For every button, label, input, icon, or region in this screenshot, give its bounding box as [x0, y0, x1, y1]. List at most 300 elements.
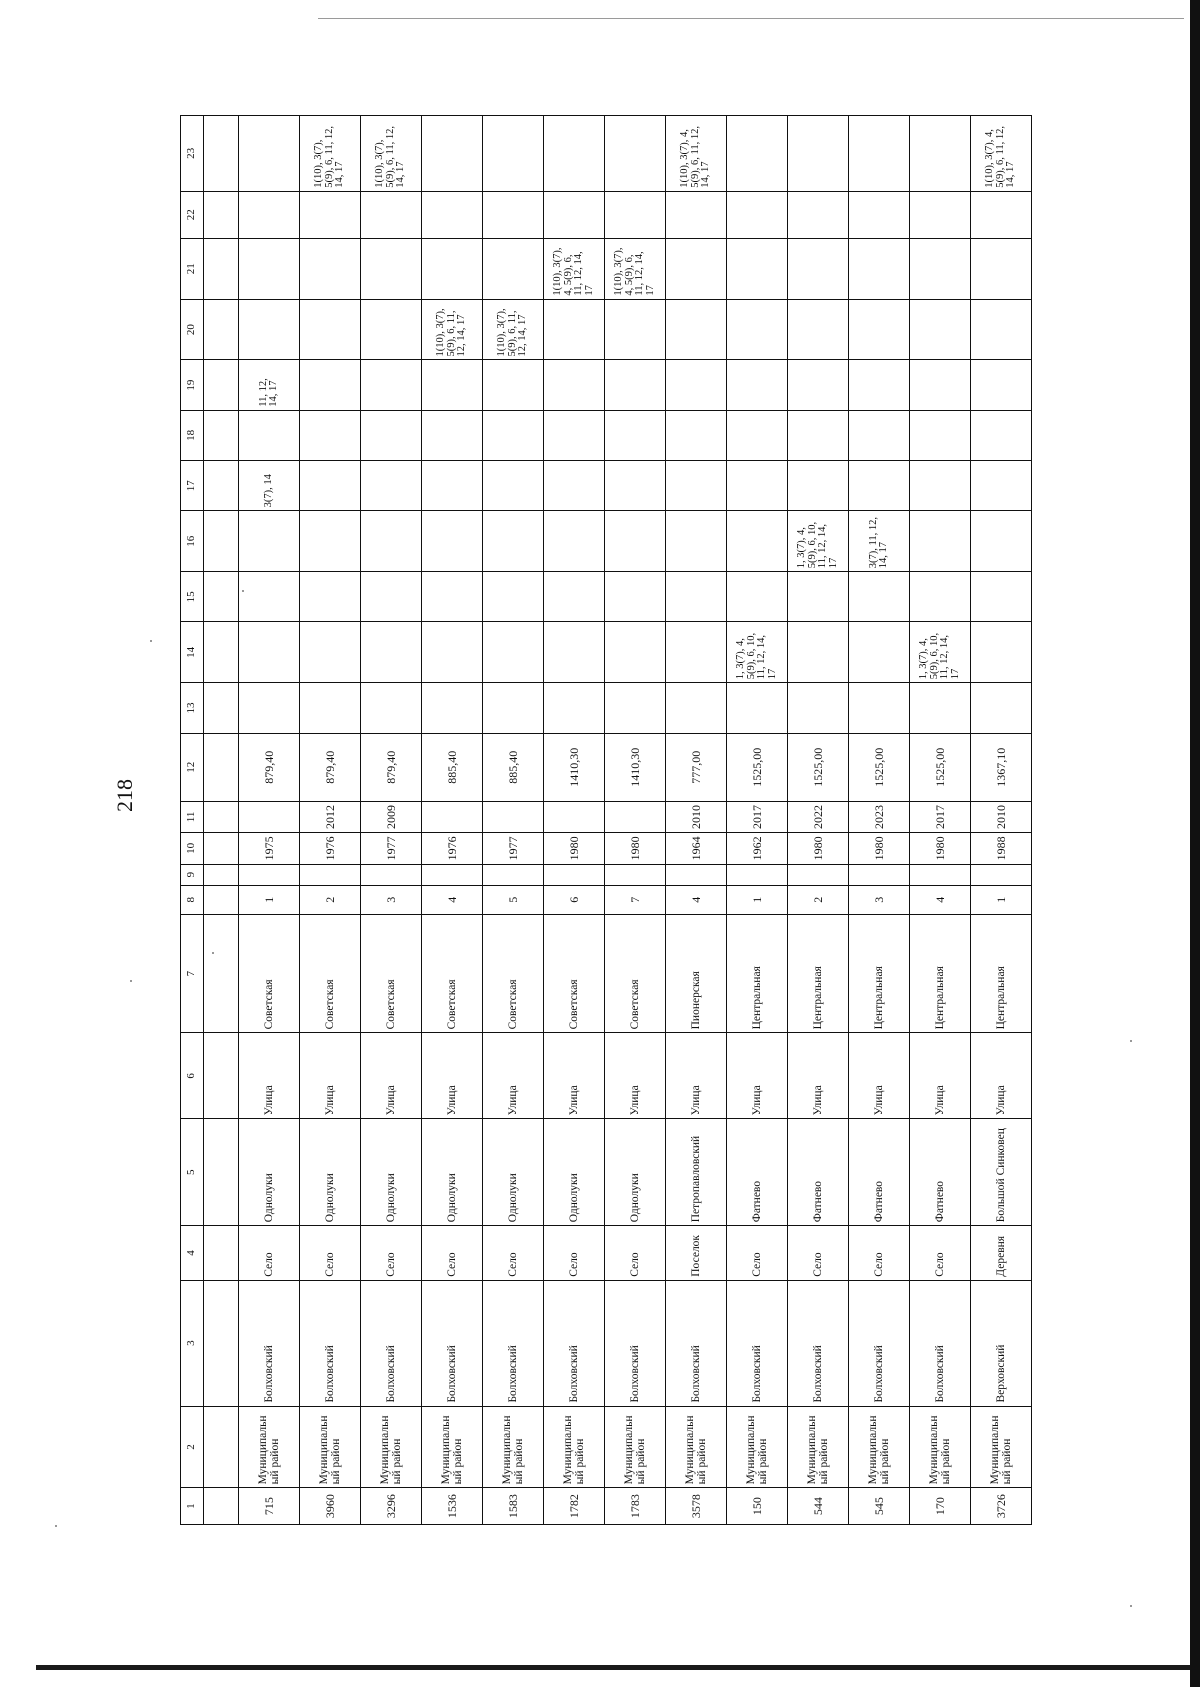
cell-col-16 [605, 511, 666, 572]
cell-col-8: 2 [300, 885, 361, 914]
table-row [788, 116, 849, 1525]
cell-col-20 [239, 299, 300, 360]
cell-col-19 [300, 360, 361, 410]
cell-col-18 [483, 410, 544, 460]
cell-col-19 [361, 360, 422, 410]
cell-col-17 [727, 461, 788, 511]
cell-col-14 [361, 622, 422, 683]
cell-col-21 [361, 238, 422, 299]
cell-col-22 [483, 191, 544, 238]
cell-col-21: 1(10), 3(7), 4, 5(9), 6, 11, 12, 14, 17 [605, 238, 666, 299]
cell-col-23 [727, 116, 788, 192]
cell-col-16 [422, 511, 483, 572]
cell-col-3: Болховский [483, 1280, 544, 1406]
cell-col-13 [422, 683, 483, 733]
cell-col-7: Советская [544, 914, 605, 1032]
blank-cell [204, 511, 239, 572]
cell-col-18 [971, 410, 1032, 460]
column-number-15: 15 [181, 572, 204, 622]
cell-col-6: Улица [300, 1033, 361, 1119]
cell-col-4: Село [849, 1226, 910, 1281]
cell-col-18 [239, 410, 300, 460]
cell-col-2: Муниципальный район [605, 1406, 666, 1488]
cell-col-7: Советская [361, 914, 422, 1032]
cell-col-12: 885,40 [483, 733, 544, 801]
cell-col-13 [300, 683, 361, 733]
register-table-rotated [180, 115, 1065, 1525]
cell-col-9 [788, 864, 849, 885]
cell-col-14 [666, 622, 727, 683]
cell-col-13 [361, 683, 422, 733]
column-number-16: 16 [181, 511, 204, 572]
cell-col-20 [788, 299, 849, 360]
table-row [239, 116, 300, 1525]
cell-col-22 [544, 191, 605, 238]
cell-col-4: Село [910, 1226, 971, 1281]
cell-col-7: Советская [605, 914, 666, 1032]
cell-col-2: Муниципальный район [544, 1406, 605, 1488]
cell-col-12: 777,00 [666, 733, 727, 801]
cell-col-6: Улица [849, 1033, 910, 1119]
column-number-22: 22 [181, 191, 204, 238]
cell-col-11: 2017 [727, 801, 788, 832]
cell-col-16: 3(7), 11, 12, 14, 17 [849, 511, 910, 572]
blank-cell [204, 1488, 239, 1525]
cell-col-16 [910, 511, 971, 572]
cell-col-10: 1980 [605, 833, 666, 864]
cell-col-20 [361, 299, 422, 360]
column-number-3: 3 [181, 1280, 204, 1406]
cell-col-19 [849, 360, 910, 410]
cell-col-4: Село [361, 1226, 422, 1281]
cell-col-11 [605, 801, 666, 832]
cell-col-9 [971, 864, 1032, 885]
blank-cell [204, 914, 239, 1032]
cell-col-18 [422, 410, 483, 460]
cell-col-10: 1980 [544, 833, 605, 864]
cell-col-7: Пионерская [666, 914, 727, 1032]
cell-col-6: Улица [483, 1033, 544, 1119]
column-number-5: 5 [181, 1119, 204, 1226]
cell-col-6: Улица [544, 1033, 605, 1119]
column-number-12: 12 [181, 733, 204, 801]
cell-col-22 [300, 191, 361, 238]
cell-col-6: Улица [788, 1033, 849, 1119]
cell-col-20: 1(10), 3(7), 5(9), 6, 11, 12, 14, 17 [422, 299, 483, 360]
cell-col-17 [788, 461, 849, 511]
cell-col-19 [971, 360, 1032, 410]
cell-col-4: Деревня [971, 1226, 1032, 1281]
cell-col-17: 3(7), 14 [239, 461, 300, 511]
cell-col-9 [300, 864, 361, 885]
cell-col-3: Болховский [910, 1280, 971, 1406]
blank-cell [204, 1226, 239, 1281]
cell-col-4: Село [788, 1226, 849, 1281]
cell-col-2: Муниципальный район [788, 1406, 849, 1488]
blank-cell [204, 864, 239, 885]
column-number-19: 19 [181, 360, 204, 410]
cell-col-17 [300, 461, 361, 511]
cell-col-15 [849, 572, 910, 622]
column-number-8: 8 [181, 885, 204, 914]
cell-col-1: 1782 [544, 1488, 605, 1525]
column-number-21: 21 [181, 238, 204, 299]
cell-col-5: Фатнево [910, 1119, 971, 1226]
cell-col-12: 1525,00 [727, 733, 788, 801]
cell-col-3: Болховский [788, 1280, 849, 1406]
cell-col-10: 1980 [910, 833, 971, 864]
table-row [422, 116, 483, 1525]
table-row [544, 116, 605, 1525]
cell-col-3: Болховский [544, 1280, 605, 1406]
cell-col-16 [300, 511, 361, 572]
cell-col-16 [727, 511, 788, 572]
cell-col-8: 1 [971, 885, 1032, 914]
cell-col-17 [422, 461, 483, 511]
cell-col-12: 1410,30 [605, 733, 666, 801]
cell-col-10: 1977 [483, 833, 544, 864]
cell-col-13 [544, 683, 605, 733]
cell-col-7: Центральная [910, 914, 971, 1032]
cell-col-6: Улица [910, 1033, 971, 1119]
cell-col-15 [239, 572, 300, 622]
table-row [971, 116, 1032, 1525]
cell-col-2: Муниципальный район [849, 1406, 910, 1488]
cell-col-13 [727, 683, 788, 733]
cell-col-1: 1536 [422, 1488, 483, 1525]
cell-col-9 [422, 864, 483, 885]
cell-col-22 [422, 191, 483, 238]
cell-col-16 [483, 511, 544, 572]
cell-col-13 [971, 683, 1032, 733]
cell-col-23 [422, 116, 483, 192]
cell-col-7: Центральная [788, 914, 849, 1032]
table-row [483, 116, 544, 1525]
cell-col-12: 1525,00 [788, 733, 849, 801]
column-number-4: 4 [181, 1226, 204, 1281]
cell-col-9 [605, 864, 666, 885]
cell-col-20 [666, 299, 727, 360]
blank-cell [204, 299, 239, 360]
cell-col-18 [544, 410, 605, 460]
cell-col-23 [544, 116, 605, 192]
cell-col-23: 1(10), 3(7), 4, 5(9), 6, 11, 12, 14, 17 [666, 116, 727, 192]
cell-col-2: Муниципальный район [239, 1406, 300, 1488]
cell-col-18 [605, 410, 666, 460]
cell-col-8: 3 [361, 885, 422, 914]
cell-col-10: 1962 [727, 833, 788, 864]
cell-col-17 [849, 461, 910, 511]
cell-col-19 [422, 360, 483, 410]
cell-col-16 [666, 511, 727, 572]
cell-col-23: 1(10), 3(7), 5(9), 6, 11, 12, 14, 17 [361, 116, 422, 192]
cell-col-17 [666, 461, 727, 511]
cell-col-15 [788, 572, 849, 622]
column-number-1: 1 [181, 1488, 204, 1525]
column-number-6: 6 [181, 1033, 204, 1119]
cell-col-11: 2009 [361, 801, 422, 832]
cell-col-2: Муниципальный район [666, 1406, 727, 1488]
scan-top-line [318, 18, 1184, 19]
blank-cell [204, 238, 239, 299]
cell-col-5: Однолуки [300, 1119, 361, 1226]
table-row [605, 116, 666, 1525]
cell-col-14 [300, 622, 361, 683]
cell-col-14 [971, 622, 1032, 683]
blank-cell [204, 191, 239, 238]
cell-col-18 [361, 410, 422, 460]
table-row [666, 116, 727, 1525]
cell-col-4: Поселок [666, 1226, 727, 1281]
cell-col-14 [849, 622, 910, 683]
cell-col-13 [605, 683, 666, 733]
cell-col-2: Муниципальный район [422, 1406, 483, 1488]
scan-bottom-edge [36, 1665, 1190, 1670]
cell-col-16 [239, 511, 300, 572]
cell-col-14 [788, 622, 849, 683]
cell-col-7: Советская [422, 914, 483, 1032]
cell-col-22 [239, 191, 300, 238]
cell-col-21 [788, 238, 849, 299]
column-number-23: 23 [181, 116, 204, 192]
cell-col-10: 1977 [361, 833, 422, 864]
cell-col-6: Улица [361, 1033, 422, 1119]
cell-col-21 [422, 238, 483, 299]
cell-col-18 [666, 410, 727, 460]
cell-col-19 [727, 360, 788, 410]
register-table-body [181, 116, 1032, 1525]
cell-col-8: 3 [849, 885, 910, 914]
cell-col-15 [605, 572, 666, 622]
cell-col-15 [727, 572, 788, 622]
cell-col-4: Село [727, 1226, 788, 1281]
cell-col-3: Болховский [300, 1280, 361, 1406]
cell-col-5: Однолуки [605, 1119, 666, 1226]
cell-col-9 [544, 864, 605, 885]
cell-col-1: 544 [788, 1488, 849, 1525]
cell-col-6: Улица [727, 1033, 788, 1119]
cell-col-9 [666, 864, 727, 885]
cell-col-13 [849, 683, 910, 733]
column-number-20: 20 [181, 299, 204, 360]
scan-speck [1130, 1605, 1132, 1607]
cell-col-7: Центральная [727, 914, 788, 1032]
blank-cell [204, 1033, 239, 1119]
cell-col-11: 2012 [300, 801, 361, 832]
cell-col-10: 1976 [422, 833, 483, 864]
cell-col-11 [239, 801, 300, 832]
cell-col-3: Верховский [971, 1280, 1032, 1406]
cell-col-7: Советская [300, 914, 361, 1032]
cell-col-21 [300, 238, 361, 299]
cell-col-20 [605, 299, 666, 360]
cell-col-1: 545 [849, 1488, 910, 1525]
column-number-11: 11 [181, 801, 204, 832]
cell-col-20 [849, 299, 910, 360]
cell-col-18 [300, 410, 361, 460]
cell-col-13 [666, 683, 727, 733]
blank-cell [204, 833, 239, 864]
cell-col-23 [483, 116, 544, 192]
cell-col-14: 1, 3(7), 4, 5(9), 6, 10, 11, 12, 14, 17 [910, 622, 971, 683]
cell-col-19 [544, 360, 605, 410]
column-number-2: 2 [181, 1406, 204, 1488]
cell-col-11: 2022 [788, 801, 849, 832]
cell-col-8: 4 [910, 885, 971, 914]
cell-col-22 [910, 191, 971, 238]
cell-col-2: Муниципальный район [483, 1406, 544, 1488]
cell-col-15 [971, 572, 1032, 622]
cell-col-4: Село [605, 1226, 666, 1281]
cell-col-7: Центральная [849, 914, 910, 1032]
register-table [180, 115, 1032, 1525]
cell-col-15 [361, 572, 422, 622]
cell-col-13 [239, 683, 300, 733]
cell-col-14 [239, 622, 300, 683]
cell-col-19 [483, 360, 544, 410]
cell-col-1: 1783 [605, 1488, 666, 1525]
blank-cell [204, 622, 239, 683]
cell-col-1: 3726 [971, 1488, 1032, 1525]
scan-speck [150, 640, 152, 642]
cell-col-3: Болховский [422, 1280, 483, 1406]
cell-col-20: 1(10), 3(7), 5(9), 6, 11, 12, 14, 17 [483, 299, 544, 360]
cell-col-19 [788, 360, 849, 410]
cell-col-21 [910, 238, 971, 299]
cell-col-10: 1988 [971, 833, 1032, 864]
cell-col-12: 879,40 [239, 733, 300, 801]
cell-col-16 [971, 511, 1032, 572]
cell-col-23 [849, 116, 910, 192]
cell-col-23: 1(10), 3(7), 4, 5(9), 6, 11, 12, 14, 17 [971, 116, 1032, 192]
cell-col-1: 3296 [361, 1488, 422, 1525]
cell-col-1: 715 [239, 1488, 300, 1525]
blank-cell [204, 116, 239, 192]
blank-row [204, 116, 239, 1525]
table-row [849, 116, 910, 1525]
cell-col-16: 1, 3(7), 4, 5(9), 6, 10, 11, 12, 14, 17 [788, 511, 849, 572]
cell-col-12: 879,40 [300, 733, 361, 801]
cell-col-11 [483, 801, 544, 832]
blank-cell [204, 801, 239, 832]
blank-cell [204, 1119, 239, 1226]
cell-col-21 [971, 238, 1032, 299]
cell-col-22 [849, 191, 910, 238]
cell-col-3: Болховский [727, 1280, 788, 1406]
cell-col-4: Село [483, 1226, 544, 1281]
scan-right-edge [1190, 0, 1200, 1687]
cell-col-2: Муниципальный район [971, 1406, 1032, 1488]
cell-col-22 [971, 191, 1032, 238]
page-number: 218 [112, 779, 137, 812]
blank-cell [204, 410, 239, 460]
cell-col-20 [910, 299, 971, 360]
cell-col-22 [666, 191, 727, 238]
cell-col-23: 1(10), 3(7), 5(9), 6, 11, 12, 14, 17 [300, 116, 361, 192]
cell-col-19 [605, 360, 666, 410]
cell-col-17 [361, 461, 422, 511]
cell-col-16 [361, 511, 422, 572]
cell-col-2: Муниципальный район [300, 1406, 361, 1488]
cell-col-19 [910, 360, 971, 410]
column-number-17: 17 [181, 461, 204, 511]
cell-col-14 [483, 622, 544, 683]
cell-col-8: 7 [605, 885, 666, 914]
cell-col-21: 1(10), 3(7), 4, 5(9), 6, 11, 12, 14, 17 [544, 238, 605, 299]
column-number-13: 13 [181, 683, 204, 733]
blank-cell [204, 683, 239, 733]
cell-col-8: 1 [239, 885, 300, 914]
cell-col-8: 4 [666, 885, 727, 914]
cell-col-9 [727, 864, 788, 885]
cell-col-15 [422, 572, 483, 622]
cell-col-2: Муниципальный район [910, 1406, 971, 1488]
cell-col-18 [788, 410, 849, 460]
cell-col-23 [605, 116, 666, 192]
cell-col-5: Фатневo [727, 1119, 788, 1226]
cell-col-21 [849, 238, 910, 299]
scan-speck [130, 980, 132, 982]
scan-speck [1130, 1040, 1132, 1042]
cell-col-14 [605, 622, 666, 683]
cell-col-7: Советская [239, 914, 300, 1032]
cell-col-6: Улица [605, 1033, 666, 1119]
column-number-14: 14 [181, 622, 204, 683]
cell-col-5: Большой Синковец [971, 1119, 1032, 1226]
cell-col-23 [788, 116, 849, 192]
column-number-row [181, 116, 204, 1525]
cell-col-18 [849, 410, 910, 460]
cell-col-3: Болховский [849, 1280, 910, 1406]
blank-cell [204, 360, 239, 410]
cell-col-5: Однолуки [239, 1119, 300, 1226]
cell-col-9 [849, 864, 910, 885]
cell-col-6: Улица [422, 1033, 483, 1119]
cell-col-23 [239, 116, 300, 192]
cell-col-11 [544, 801, 605, 832]
cell-col-3: Болховский [666, 1280, 727, 1406]
cell-col-20 [544, 299, 605, 360]
cell-col-5: Однолуки [361, 1119, 422, 1226]
cell-col-21 [239, 238, 300, 299]
cell-col-5: Петропавловский [666, 1119, 727, 1226]
table-row [361, 116, 422, 1525]
cell-col-20 [727, 299, 788, 360]
cell-col-15 [300, 572, 361, 622]
cell-col-11: 2023 [849, 801, 910, 832]
blank-cell [204, 1280, 239, 1406]
cell-col-11: 2010 [666, 801, 727, 832]
cell-col-21 [727, 238, 788, 299]
cell-col-9 [483, 864, 544, 885]
cell-col-5: Однолуки [544, 1119, 605, 1226]
cell-col-4: Село [422, 1226, 483, 1281]
cell-col-17 [544, 461, 605, 511]
cell-col-21 [483, 238, 544, 299]
cell-col-3: Болховский [361, 1280, 422, 1406]
cell-col-8: 2 [788, 885, 849, 914]
cell-col-6: Улица [239, 1033, 300, 1119]
cell-col-15 [910, 572, 971, 622]
cell-col-9 [239, 864, 300, 885]
cell-col-10: 1976 [300, 833, 361, 864]
table-row [727, 116, 788, 1525]
cell-col-5: Однолуки [422, 1119, 483, 1226]
cell-col-19: 11, 12, 14, 17 [239, 360, 300, 410]
cell-col-12: 1525,00 [910, 733, 971, 801]
cell-col-15 [544, 572, 605, 622]
cell-col-22 [788, 191, 849, 238]
